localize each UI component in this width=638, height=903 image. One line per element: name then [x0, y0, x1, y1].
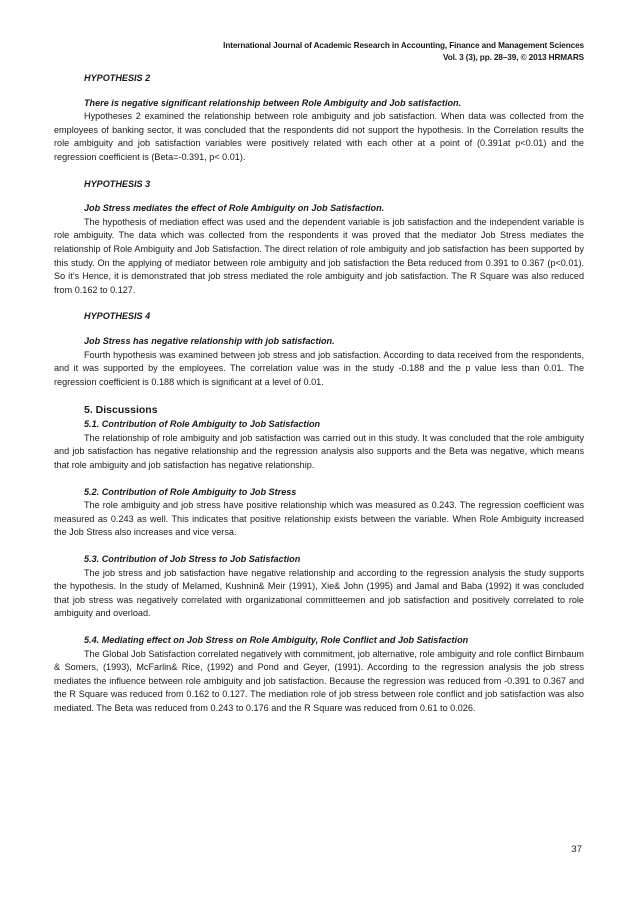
section-heading-discussions: 5. Discussions [84, 404, 158, 417]
hypothesis-3-label: HYPOTHESIS 3 [84, 178, 151, 189]
hypothesis-2-statement: There is negative significant relationship between Role Ambiguity and Job satisfaction. [84, 97, 462, 108]
subsection-5-1-body: The relationship of role ambiguity and job satisfaction was carried out in this study. It was concluded that the role ambiguity and job satisfaction has negative relationship and the regression analysis also supports and the Beta was negative, which means that role ambiguity and job satisfaction has negative relationship. [54, 432, 584, 471]
page-content [54, 72, 584, 716]
subsection-5-3-title: 5.3. Contribution of Job Stress to Job Satisfaction [84, 554, 301, 565]
hypothesis-4-statement: Job Stress has negative relationship with job satisfaction. [84, 335, 335, 346]
hypothesis-2-body: Hypotheses 2 examined the relationship between role ambiguity and job satisfaction. When data was collected from the employees of banking sector, it was concluded that the respondents did not support the hypothesis. In the Correlation results the role ambiguity and job satisfaction variables were positively related with each other at a point of (0.391at p<0.01) and the regression coefficient is (Beta=-0.391, p< 0.01). [54, 111, 584, 162]
hypothesis-4-label: HYPOTHESIS 4 [84, 311, 151, 322]
hypothesis-2-label: HYPOTHESIS 2 [84, 73, 151, 83]
hypothesis-4-body: Fourth hypothesis was examined between job stress and job satisfaction. According to data received from the respondents, and it was supported by the employees. The correlation value was in the study -0.188 and the p value less than 0.01. The regression coefficient is 0.188 which is significant at a level of 0.01. [54, 349, 584, 387]
volume-info: Vol. 3 (3), pp. 28–39, © 2013 HRMARS [442, 53, 584, 62]
running-header [223, 40, 584, 64]
journal-title: International Journal of Academic Research in Accounting, Finance and Management Sciences [223, 41, 584, 50]
subsection-5-2-body: The role ambiguity and job stress have positive relationship which was measured as 0.243. The regression coefficient was measured as 0.243 as well. This indicates that positive relationship exists between the variable. When Role Ambiguity increased the Job Stress also increases and vice versa. [54, 500, 584, 538]
page-number: 37 [571, 844, 582, 855]
subsection-5-3-body: The job stress and job satisfaction have negative relationship and according to the regression analysis the study supports the hypothesis. In the study of Melamed, Kushnin& Meir (1991), Xie& John (1995) and Jamal and Baba (1992) it was concluded that job stress was negatively correlated with organizational committeemen and job satisfaction and positively correlated to role ambiguity and overload. [54, 567, 584, 619]
hypothesis-3-body: The hypothesis of mediation effect was used and the dependent variable is job satisfaction and the independent variable is role ambiguity. The data which was collected from the respondents it was proved that the mediator Job Stress mediates the relationship of Role Ambiguity and Job Satisfaction. The direct relation of role ambiguity and job satisfaction has been supported by this study. On the applying of mediator between role ambiguity and job satisfaction the Beta reduced from 0.391 to 0.367 (p<0.01). So it’s Hence, it is demonstrated that job stress mediated the role ambiguity and job satisfaction. The R Square was also reduced from 0.162 to 0.127. [54, 216, 584, 295]
subsection-5-4-body: The Global Job Satisfaction correlated negatively with commitment, job alternative, role ambiguity and role conflict Birnbaum & Somers, (1993), McFarlin& Rice, (1992) and Pond and Geyer, (1991). According to the regression analysis the job stress mediates the influence between role ambiguity and job satisfaction. Because the regression was reduced from -0.391 to 0.367 and the R Square was reduced from 0.162 to 0.127. The mediation role of job stress between role conflict and job satisfaction was also mediated. The Beta was reduced from 0.243 to 0.176 and the R Square was reduced from 0.61 to 0.026. [54, 648, 584, 713]
subsection-5-1-title: 5.1. Contribution of Role Ambiguity to Job Satisfaction [84, 419, 321, 430]
hypothesis-3-statement: Job Stress mediates the effect of Role Ambiguity on Job Satisfaction. [84, 203, 385, 214]
subsection-5-2-title: 5.2. Contribution of Role Ambiguity to Job Stress [84, 486, 297, 497]
subsection-5-4-title: 5.4. Mediating effect on Job Stress on Role Ambiguity, Role Conflict and Job Satisfaction [84, 635, 469, 645]
